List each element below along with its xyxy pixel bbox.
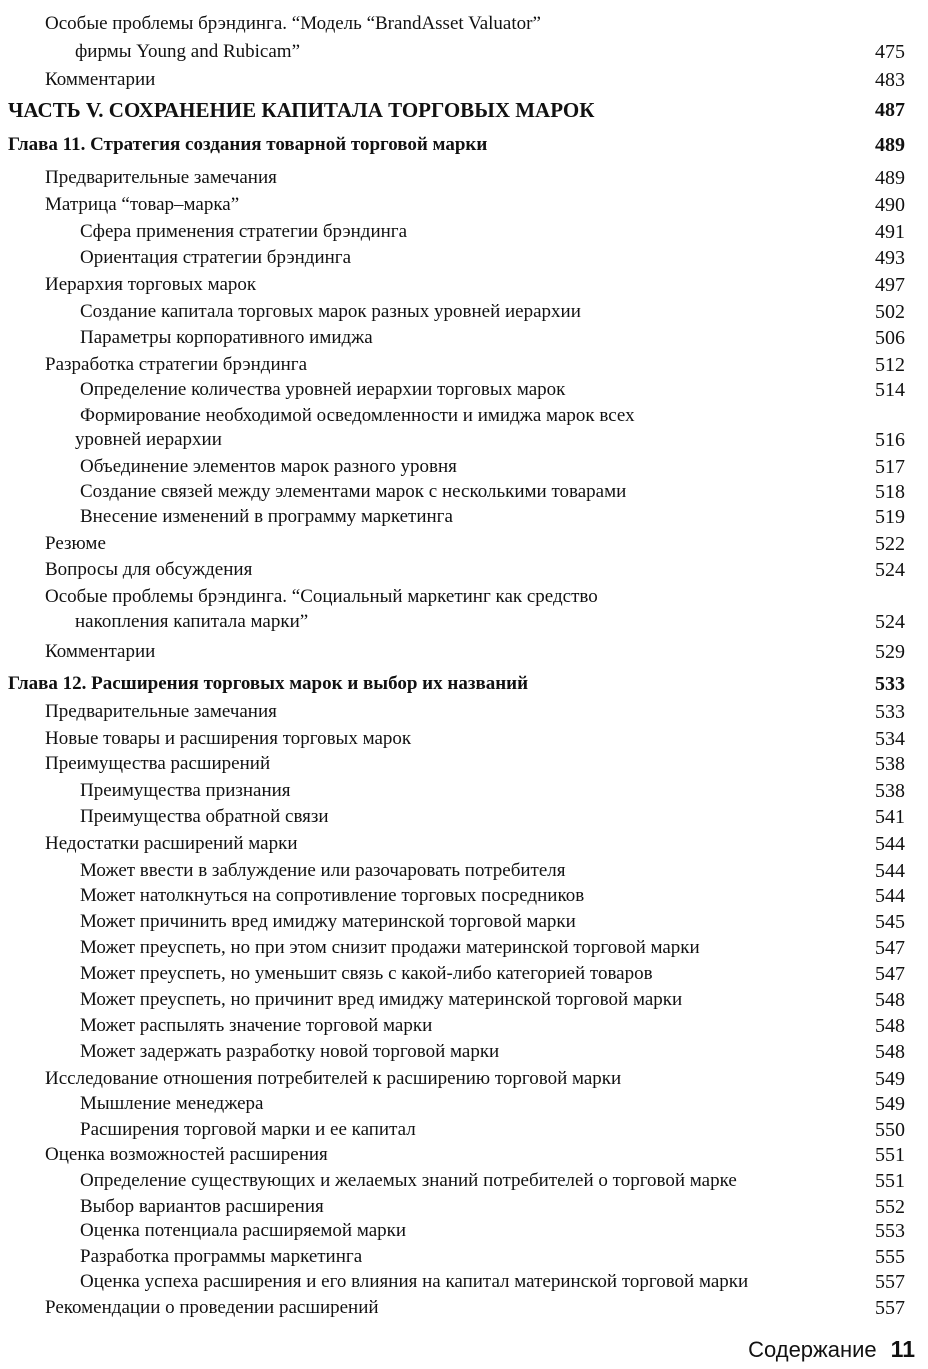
toc-entry-title: Недостатки расширений марки <box>45 833 298 854</box>
toc-page-number: 548 <box>875 1041 905 1063</box>
toc-page-number: 519 <box>875 506 905 528</box>
toc-page-number: 544 <box>875 885 905 907</box>
toc-part-heading <box>8 98 905 124</box>
toc-entry-title: Может причинить вред имиджу материнской торговой марки <box>80 911 576 932</box>
toc-page-number: 489 <box>875 167 905 189</box>
toc-entry-title: Предварительные замечания <box>45 701 277 722</box>
toc-entry <box>45 1143 905 1169</box>
toc-entry-title: Резюме <box>45 533 106 554</box>
toc-page-number: 545 <box>875 911 905 933</box>
toc-page-number: 497 <box>875 274 905 296</box>
toc-entry-title: Может натолкнуться на сопротивление торговых посредников <box>80 885 585 906</box>
toc-entry <box>80 246 905 272</box>
toc-entry-title: Сфера применения стратегии брэндинга <box>80 221 408 242</box>
toc-entry-title: Глава 11. Стратегия создания товарной торговой марки <box>8 134 488 155</box>
toc-page-number: 555 <box>875 1246 905 1268</box>
toc-page-number: 533 <box>875 701 905 723</box>
toc-page-number: 502 <box>875 301 905 323</box>
toc-chapter-heading <box>8 672 905 698</box>
toc-entry-title: Преимущества признания <box>80 780 291 801</box>
toc-entry <box>75 40 905 66</box>
toc-page-number: 553 <box>875 1220 905 1242</box>
toc-page-number: 534 <box>875 728 905 750</box>
toc-entry-title: ЧАСТЬ V. СОХРАНЕНИЕ КАПИТАЛА ТОРГОВЫХ МАРОК <box>8 98 595 122</box>
toc-entry <box>80 884 905 910</box>
page-footer <box>0 1336 915 1363</box>
toc-entry-title: Разработка программы маркетинга <box>80 1246 363 1267</box>
toc-page-number: 551 <box>875 1144 905 1166</box>
toc-chapter-heading <box>8 133 905 159</box>
toc-page-number: 548 <box>875 1015 905 1037</box>
toc-entry <box>80 1169 905 1195</box>
toc-entry <box>45 273 905 299</box>
toc-entry-title: Может преуспеть, но уменьшит связь с какой-либо категорией товаров <box>80 963 653 984</box>
toc-entry-title: уровней иерархии <box>75 429 222 450</box>
toc-entry <box>80 1245 905 1271</box>
toc-entry <box>45 1067 905 1093</box>
toc-page-number: 551 <box>875 1170 905 1192</box>
toc-page-number: 538 <box>875 780 905 802</box>
toc-page-number: 516 <box>875 429 905 451</box>
toc-entry <box>45 640 905 666</box>
toc-page-number: 552 <box>875 1196 905 1218</box>
toc-entry <box>80 779 905 805</box>
toc-page-number: 522 <box>875 533 905 555</box>
toc-entry <box>80 378 905 404</box>
toc-entry-title: Особые проблемы брэндинга. “Социальный маркетинг как средство <box>45 586 598 607</box>
toc-page-number: 490 <box>875 194 905 216</box>
toc-entry-title: накопления капитала марки” <box>75 611 309 632</box>
toc-entry <box>75 428 905 454</box>
toc-entry <box>80 859 905 885</box>
toc-page-number: 550 <box>875 1119 905 1141</box>
toc-page-number: 506 <box>875 327 905 349</box>
toc-entry <box>80 805 905 831</box>
toc-page-number: 483 <box>875 69 905 91</box>
toc-entry <box>80 962 905 988</box>
toc-entry-title: Иерархия торговых марок <box>45 274 257 295</box>
toc-entry <box>45 353 905 379</box>
toc-page-number: 524 <box>875 611 905 633</box>
toc-entry-title: Комментарии <box>45 69 156 90</box>
toc-entry-title: Разработка стратегии брэндинга <box>45 354 308 375</box>
toc-entry <box>80 910 905 936</box>
toc-entry <box>80 1195 905 1221</box>
toc-entry <box>45 585 905 611</box>
toc-entry <box>45 193 905 219</box>
toc-entry <box>45 752 905 778</box>
toc-entry-title: Может преуспеть, но причинит вред имиджу материнской торговой марки <box>80 989 683 1010</box>
toc-entry-title: Может преуспеть, но при этом снизит продажи материнской торговой марки <box>80 937 700 958</box>
toc-entry <box>80 326 905 352</box>
toc-entry-title: Может ввести в заблуждение или разочаровать потребителя <box>80 860 566 881</box>
toc-entry <box>45 68 905 94</box>
toc-entry-title: Оценка потенциала расширяемой марки <box>80 1220 407 1241</box>
toc-entry <box>45 532 905 558</box>
toc-page-number: 544 <box>875 833 905 855</box>
toc-entry-title: Преимущества обратной связи <box>80 806 329 827</box>
toc-entry <box>80 1219 905 1245</box>
toc-entry <box>80 300 905 326</box>
toc-entry <box>80 1118 905 1144</box>
toc-entry <box>45 558 905 584</box>
toc-page-number: 557 <box>875 1297 905 1319</box>
toc-entry <box>80 480 905 506</box>
toc-entry-title: Матрица “товар–марка” <box>45 194 240 215</box>
toc-entry <box>80 220 905 246</box>
toc-entry-title: Определение количества уровней иерархии торговых марок <box>80 379 566 400</box>
toc-entry-title: Исследование отношения потребителей к расширению торговой марки <box>45 1068 622 1089</box>
toc-entry-title: Новые товары и расширения торговых марок <box>45 728 412 749</box>
toc-page-number: 541 <box>875 806 905 828</box>
toc-entry-title: Может распылять значение торговой марки <box>80 1015 433 1036</box>
toc-page-number: 475 <box>875 41 905 63</box>
toc-entry-title: Преимущества расширений <box>45 753 271 774</box>
toc-entry-title: Выбор вариантов расширения <box>80 1196 324 1217</box>
toc-page-number: 548 <box>875 989 905 1011</box>
running-head-label: Содержание <box>748 1337 877 1362</box>
toc-entry <box>45 832 905 858</box>
toc-page-number: 538 <box>875 753 905 775</box>
toc-page-number: 489 <box>875 134 905 156</box>
toc-entry <box>45 12 905 38</box>
toc-entry <box>80 404 905 430</box>
toc-entry <box>45 727 905 753</box>
toc-page-number: 529 <box>875 641 905 663</box>
toc-page-number: 493 <box>875 247 905 269</box>
toc-page-number: 491 <box>875 221 905 243</box>
toc-entry-title: Особые проблемы брэндинга. “Модель “BrandAsset Valuator” <box>45 13 541 34</box>
toc-entry-title: Создание капитала торговых марок разных уровней иерархии <box>80 301 581 322</box>
toc-entry-title: Формирование необходимой осведомленности и имиджа марок всех <box>80 405 635 426</box>
toc-page-number: 512 <box>875 354 905 376</box>
toc-page-number: 549 <box>875 1068 905 1090</box>
toc-entry-title: Объединение элементов марок разного уровня <box>80 456 457 477</box>
toc-entry-title: Определение существующих и желаемых знаний потребителей о торговой марке <box>80 1170 737 1191</box>
toc-page-number: 518 <box>875 481 905 503</box>
toc-entry-title: Оценка успеха расширения и его влияния на капитал материнской торговой марки <box>80 1271 749 1292</box>
toc-page-number: 557 <box>875 1271 905 1293</box>
toc-page-number: 547 <box>875 963 905 985</box>
folio-page-number: 11 <box>890 1336 915 1362</box>
toc-entry-title: Внесение изменений в программу маркетинга <box>80 506 453 527</box>
toc-entry <box>45 700 905 726</box>
toc-entry-title: Может задержать разработку новой торговой марки <box>80 1041 500 1062</box>
toc-entry <box>75 610 905 636</box>
toc-entry-title: Создание связей между элементами марок с несколькими товарами <box>80 481 627 502</box>
toc-entry <box>80 505 905 531</box>
toc-entry-title: Расширения торговой марки и ее капитал <box>80 1119 416 1140</box>
toc-entry-title: Предварительные замечания <box>45 167 277 188</box>
toc-entry <box>80 1092 905 1118</box>
toc-entry-title: Рекомендации о проведении расширений <box>45 1297 379 1318</box>
toc-page-number: 533 <box>875 673 905 695</box>
toc-entry-title: Ориентация стратегии брэндинга <box>80 247 352 268</box>
toc-page-number: 549 <box>875 1093 905 1115</box>
toc-entry <box>80 1270 905 1296</box>
toc-entry-title: Комментарии <box>45 641 156 662</box>
toc-entry-title: Параметры корпоративного имиджа <box>80 327 373 348</box>
toc-entry-title: Глава 12. Расширения торговых марок и выбор их названий <box>8 673 529 694</box>
toc-page-number: 524 <box>875 559 905 581</box>
toc-page-number: 547 <box>875 937 905 959</box>
toc-entry <box>80 1014 905 1040</box>
toc-entry-title: Вопросы для обсуждения <box>45 559 253 580</box>
toc-entry <box>80 1040 905 1066</box>
toc-entry <box>45 166 905 192</box>
toc-entry <box>45 1296 905 1322</box>
toc-entry-title: фирмы Young and Rubicam” <box>75 41 301 62</box>
toc-entry <box>80 936 905 962</box>
toc-page-number: 514 <box>875 379 905 401</box>
toc-page-number: 544 <box>875 860 905 882</box>
toc-entry-title: Оценка возможностей расширения <box>45 1144 328 1165</box>
toc-entry <box>80 455 905 481</box>
toc-page-number: 487 <box>875 99 905 121</box>
toc-entry-title: Мышление менеджера <box>80 1093 264 1114</box>
toc-page-number: 517 <box>875 456 905 478</box>
toc-entry <box>80 988 905 1014</box>
